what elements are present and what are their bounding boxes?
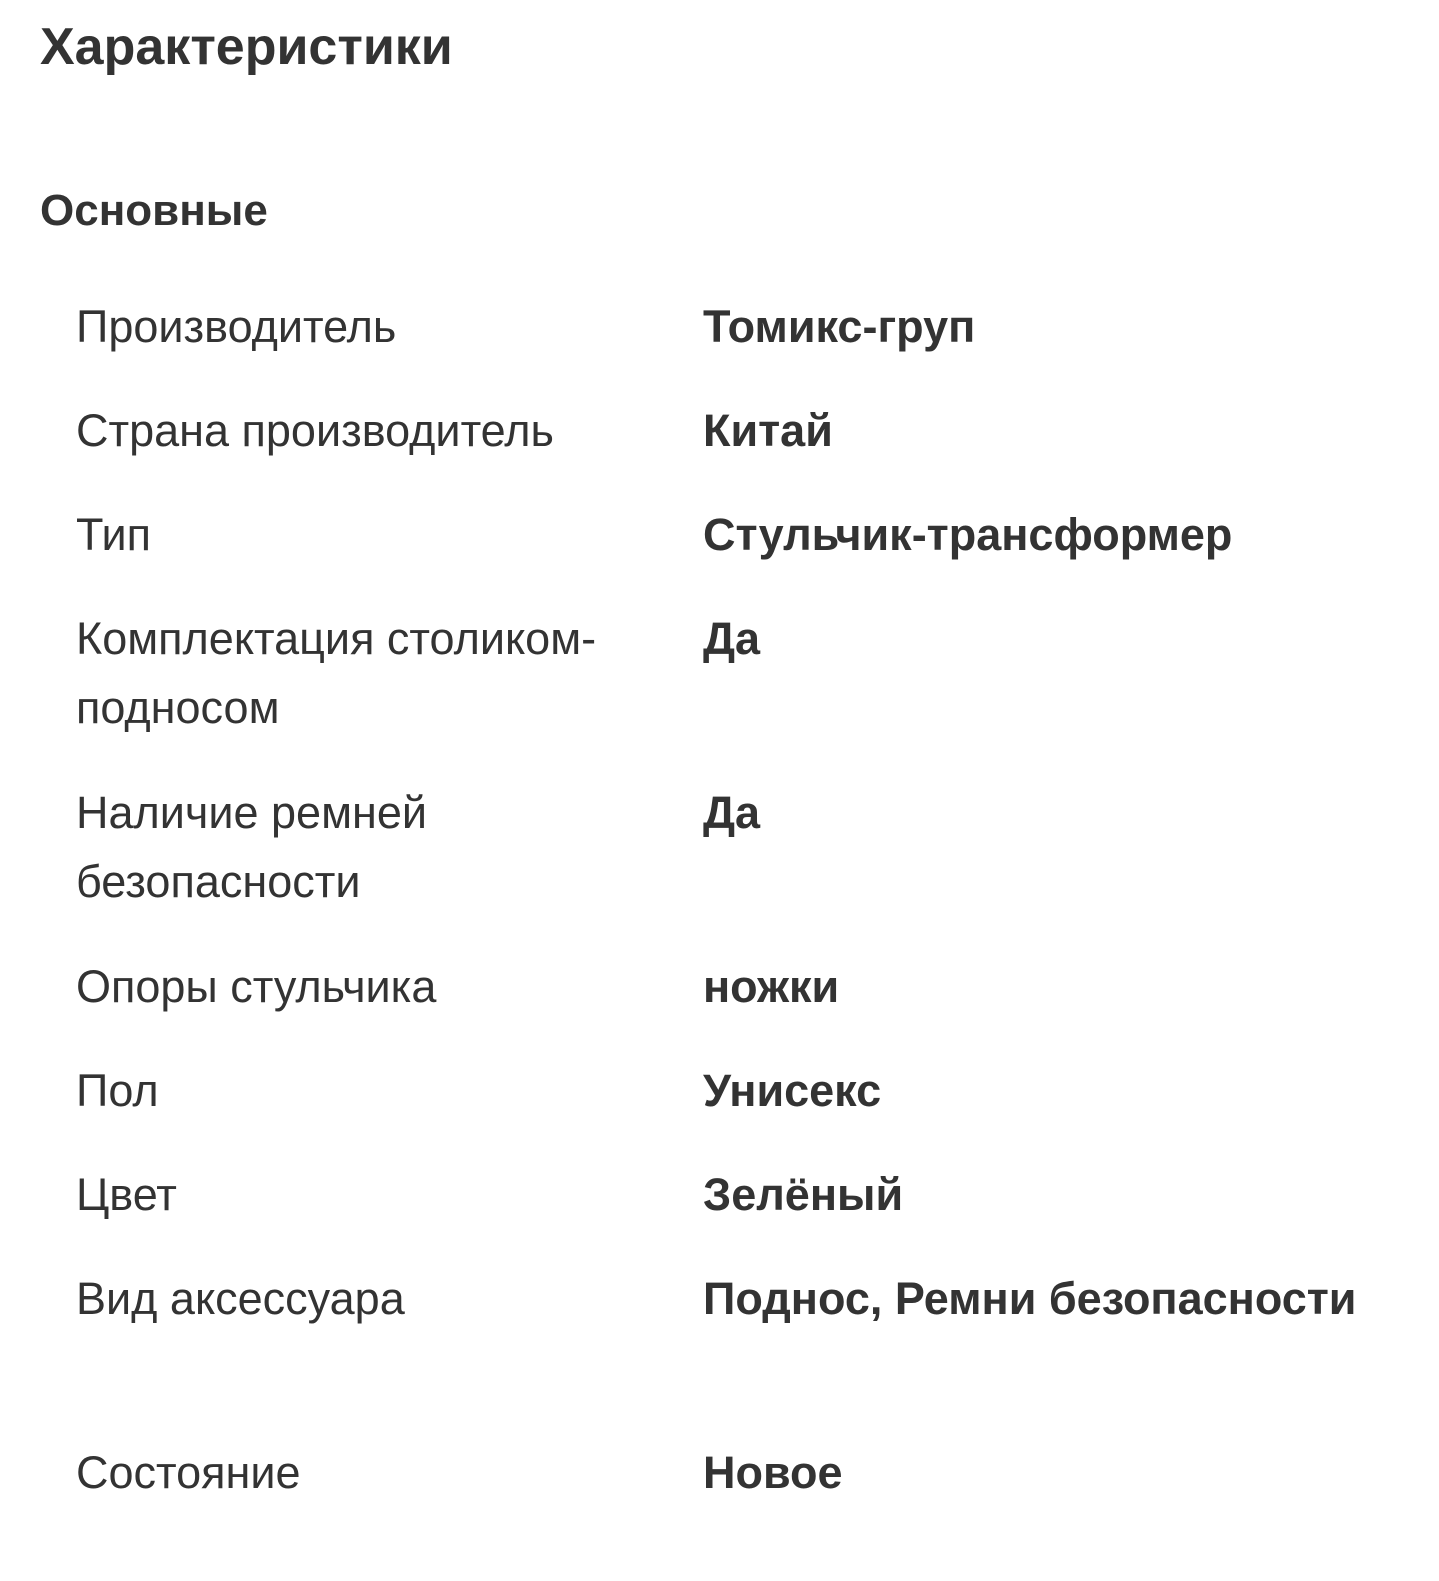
page-title: Характеристики [40,18,453,76]
spec-label: Цвет [76,1169,177,1220]
spec-value: Новое [703,1447,843,1498]
spec-value: ножки [703,961,840,1012]
section-title-basic: Основные [40,186,268,235]
spec-label: Опоры стульчика [76,961,437,1012]
spec-label: Вид аксессуара [76,1273,405,1324]
spec-label: Состояние [76,1447,301,1498]
spec-value: Да [703,787,761,838]
spec-value: Поднос, Ремни безопасности [703,1273,1357,1324]
spec-label: Тип [76,509,152,560]
spec-value: Да [703,613,761,664]
spec-label: Страна производитель [76,405,554,456]
spec-value: Зелёный [703,1169,904,1220]
spec-label: Пол [76,1065,159,1116]
spec-value: Стульчик-трансформер [703,509,1233,560]
spec-value: Китай [703,405,833,456]
spec-label: Наличие ремней безопасности [76,787,428,907]
spec-label: Производитель [76,301,397,352]
spec-label: Комплектация столиком-подносом [76,613,597,733]
spec-value: Томикс-груп [703,301,976,352]
spec-value: Унисекс [703,1065,882,1116]
